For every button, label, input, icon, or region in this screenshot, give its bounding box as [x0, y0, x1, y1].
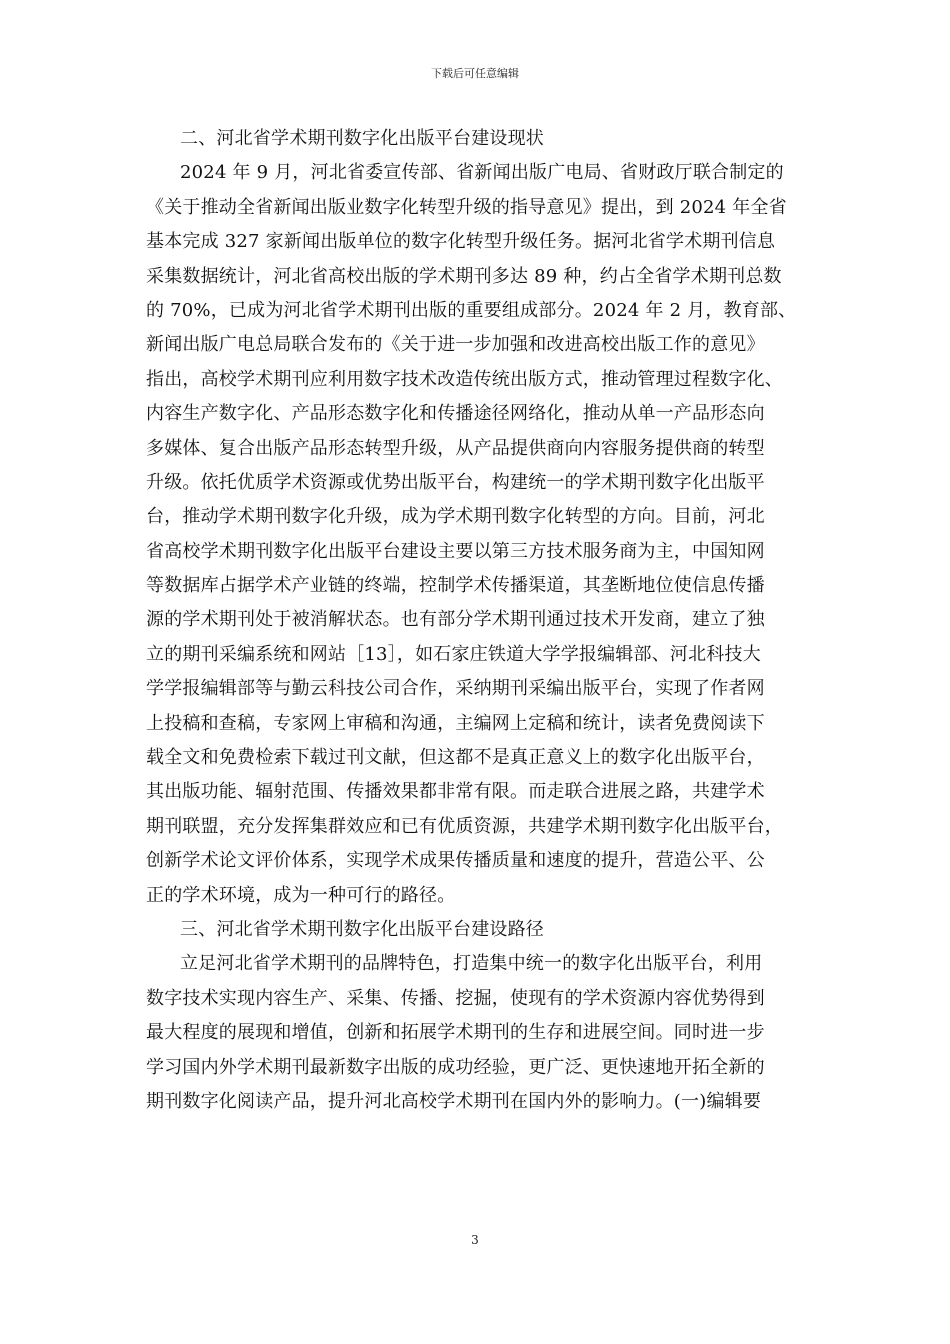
paragraph-line: 采集数据统计，河北省高校出版的学术期刊多达 89 种，约占全省学术期刊总数 [146, 265, 782, 287]
paragraph-line: 省高校学术期刊数字化出版平台建设主要以第三方技术服务商为主，中国知网 [146, 540, 765, 562]
paragraph-line: 学学报编辑部等与勤云科技公司合作，采纳期刊采编出版平台，实现了作者网 [146, 678, 765, 700]
page-number: 3 [471, 1233, 479, 1247]
paragraph-line: 立的期刊采编系统和网站［13］，如石家庄铁道大学学报编辑部、河北科技大 [146, 643, 761, 665]
paragraph-line: 多媒体、复合出版产品形态转型升级，从产品提供商向内容服务提供商的转型 [146, 437, 765, 459]
paragraph-line: 基本完成 327 家新闻出版单位的数字化转型升级任务。据河北省学术期刊信息 [146, 231, 776, 253]
page-header: 下载后可任意编辑 [431, 67, 519, 80]
paragraph-line: 期刊数字化阅读产品，提升河北高校学术期刊在国内外的影响力。(一)编辑要 [146, 1090, 762, 1112]
paragraph-line: 学习国内外学术期刊最新数字出版的成功经验，更广泛、更快速地开拓全新的 [146, 1056, 765, 1078]
paragraph-line: 升级。依托优质学术资源或优势出版平台，构建统一的学术期刊数字化出版平 [146, 471, 765, 493]
paragraph-line: 源的学术期刊处于被消解状态。也有部分学术期刊通过技术开发商，建立了独 [146, 609, 765, 631]
paragraph-line: 等数据库占据学术产业链的终端，控制学术传播渠道，其垄断地位使信息传播 [146, 575, 765, 597]
section-heading: 二、河北省学术期刊数字化出版平台建设现状 [180, 128, 544, 149]
paragraph-line: 上投稿和查稿，专家网上审稿和沟通，主编网上定稿和统计，读者免费阅读下 [146, 712, 765, 734]
paragraph-line: 载全文和免费检索下载过刊文献，但这都不是真正意义上的数字化出版平台， [146, 747, 765, 769]
paragraph-line: 内容生产数字化、产品形态数字化和传播途径网络化，推动从单一产品形态向 [146, 403, 765, 425]
section-heading: 三、河北省学术期刊数字化出版平台建设路径 [180, 918, 544, 940]
paragraph-line: 的 70%，已成为河北省学术期刊出版的重要组成部分。2024 年 2 月，教育部、 [146, 299, 797, 321]
paragraph-line: 新闻出版广电总局联合发布的《关于进一步加强和改进高校出版工作的意见》 [146, 334, 765, 356]
paragraph-line: 台，推动学术期刊数字化升级，成为学术期刊数字化转型的方向。目前，河北 [146, 506, 765, 528]
paragraph-line: 正的学术环境，成为一种可行的路径。 [146, 884, 456, 906]
paragraph-line: 最大程度的展现和增值，创新和拓展学术期刊的生存和进展空间。同时进一步 [146, 1022, 765, 1044]
paragraph-line: 创新学术论文评价体系，实现学术成果传播质量和速度的提升，营造公平、公 [146, 850, 765, 872]
paragraph-line: 《关于推动全省新闻出版业数字化转型升级的指导意见》提出，到 2024 年全省 [146, 196, 787, 218]
document-body [146, 122, 816, 1119]
paragraph-line: 期刊联盟，充分发挥集群效应和已有优质资源，共建学术期刊数字化出版平台， [146, 815, 783, 837]
paragraph-line: 数字技术实现内容生产、采集、传播、挖掘，使现有的学术资源内容优势得到 [146, 987, 765, 1009]
paragraph-line: 立足河北省学术期刊的品牌特色，打造集中统一的数字化出版平台，利用 [180, 953, 763, 975]
paragraph-line: 2024 年 9 月，河北省委宣传部、省新闻出版广电局、省财政厅联合制定的 [180, 162, 784, 184]
paragraph-line: 指出，高校学术期刊应利用数字技术改造传统出版方式，推动管理过程数字化、 [146, 368, 783, 390]
paragraph-line: 其出版功能、辐射范围、传播效果都非常有限。而走联合进展之路，共建学术 [146, 781, 765, 803]
